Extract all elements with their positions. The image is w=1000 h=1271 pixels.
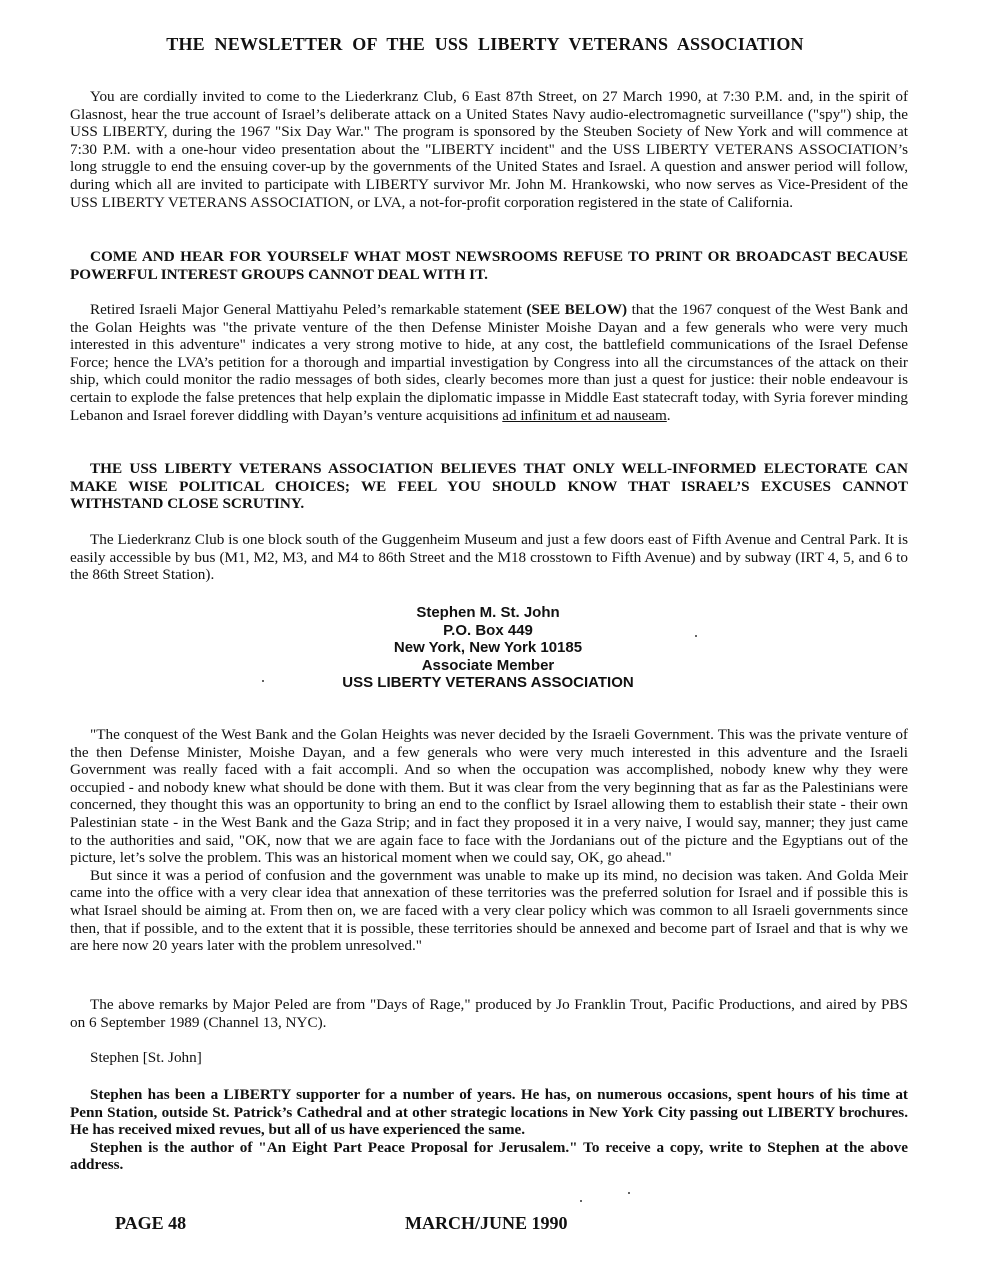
directions-paragraph [70, 531, 908, 584]
supporter-note-p2: Stephen is the author of "An Eight Part Peace Proposal for Jerusalem." To receive a copy, write to Stephen at the above address. [70, 1138, 908, 1174]
sign-off [70, 1049, 908, 1067]
source-text: The above remarks by Major Peled are from "Days of Rage," produced by Jo Franklin Trout, Pacific Productions, and aired by PBS on 6 September 1989 (Channel 13, NYC). [70, 996, 908, 1031]
signature-po-box: P.O. Box 449 [443, 621, 533, 639]
print-speck [262, 680, 264, 682]
see-below-emphasis: (SEE BELOW) [526, 301, 628, 318]
peled-quote [70, 726, 908, 955]
peled-statement-paragraph [70, 301, 908, 424]
page-number: PAGE 48 [115, 1213, 187, 1233]
peled-statement-text [70, 301, 908, 424]
peled-quote-p2: But since it was a period of confusion and the government was unable to make up its mind, no decision was taken. And Golda Meir came into the office with a very clear idea that annexation of these territories was the preferred solution for Israel and if possible this is what Israel should be aiming at. From then on, we are faced with a very clear policy which was common to all Israeli governments since then, that if possible, and to the extent that it is possible, these territories should be annexed and become part of Israel and that is why we are here now 20 years later with the problem unresolved." [70, 866, 908, 955]
callout-come-and-hear-text: COME AND HEAR FOR YOURSELF WHAT MOST NEWSROOMS REFUSE TO PRINT OR BROADCAST BECAUSE POWERFUL INTEREST GROUPS CANNOT DEAL WITH IT. [70, 248, 908, 283]
signature-name: Stephen M. St. John [416, 604, 560, 621]
signature-org: USS LIBERTY VETERANS ASSOCIATION [342, 674, 634, 692]
directions-text: The Liederkranz Club is one block south of the Guggenheim Museum and just a few doors east of Fifth Avenue and Central Park. It is easily accessible by bus (M1, M2, M3, and M4 to 86th Street and the M18 crosstown to Fifth Avenue) and by subway (IRT 4, 5, and 6 to the 86th Street Station). [70, 531, 908, 584]
source-paragraph [70, 996, 908, 1031]
peled-text-c: that the 1967 conquest of the West Bank and the Golan Heights was "the private venture of the then Defense Minister Moishe Dayan and a few generals who were very much interested in this adventure" indicates a very strong motive to hide, at any cost, the battlefield communications of the Israel Defense Force; hence the LVA’s petition for a thorough and impartial investigation by Congress into all the circumstances of the attack on their ship, which could monitor the radio messages of both sides, clearly becomes more than just a quest for justice: their noble endeavour is certain to explode the false pretences that help explain the diplomatic impasse in Middle East statecraft today, with Syria forever minding Lebanon and Israel forever diddling with Dayan’s venture acquisitions [70, 301, 908, 424]
supporter-note-p1: Stephen has been a LIBERTY supporter for a number of years. He has, on numerous occasions, spent hours of his time at Penn Station, outside St. Patrick’s Cathedral and at other strategic locations in New York City passing out LIBERTY brochures. He has received mixed revues, but all of us have experienced the same. [70, 1086, 908, 1139]
ad-infinitum-phrase: ad infinitum et ad nauseam [502, 406, 667, 424]
peled-text-end: . [666, 406, 671, 424]
supporter-note [70, 1086, 908, 1174]
invitation-text: You are cordially invited to come to the Liederkranz Club, 6 East 87th Street, on 27 March 1990, at 7:30 P.M. and, in the spirit of Glasnost, hear the true account of Israel’s deliberate attack on a United States Navy audio-electromagnetic surveillance ("spy") ship, the USS LIBERTY, during the 1967 "Six Day War." The program is sponsored by the Steuben Society of New York and will commence at 7:30 P.M. with a one-hour video presentation about the "LIBERTY incident" and the USS LIBERTY VETERANS ASSOCIATION’s long struggle to end the ensuing cover-up by the governments of the United States and Israel. A question and answer period will follow, during which all are invited to participate with LIBERTY survivor Mr. John M. Hrankowski, who now serves as Vice-President of the USS LIBERTY VETERANS ASSOCIATION, or LVA, a not-for-profit corporation registered in the state of California. [70, 88, 908, 211]
page-title: THE NEWSLETTER OF THE USS LIBERTY VETERANS ASSOCIATION [166, 34, 804, 54]
print-speck [628, 1192, 630, 1194]
callout-believes [70, 460, 908, 513]
callout-come-and-hear [70, 248, 908, 283]
peled-text-a: Retired Israeli Major General Mattiyahu Peled’s remarkable statement [90, 301, 527, 318]
signature-city: New York, New York 10185 [393, 639, 583, 657]
signature-block [0, 604, 976, 692]
sign-off-text: Stephen [St. John] [90, 1049, 202, 1066]
signature-role: Associate Member [421, 656, 555, 674]
issue-date: MARCH/JUNE 1990 [405, 1213, 568, 1233]
callout-believes-text: THE USS LIBERTY VETERANS ASSOCIATION BELIEVES THAT ONLY WELL-INFORMED ELECTORATE CAN MAKE WISE POLITICAL CHOICES; WE FEEL YOU SHOULD KNOW THAT ISRAEL’S EXCUSES CANNOT WITHSTAND CLOSE SCRUTINY. [70, 460, 908, 513]
peled-quote-p1: "The conquest of the West Bank and the Golan Heights was never decided by the Israeli Government. This was the private venture of the then Defense Minister, Moishe Dayan, and a few generals who were very much interested in this adventure and the Israeli Government was really faced with a fait accompli. And so when the occupation was accomplished, nobody knew why they were occupied - and nobody knew what should be done with them. But it was clear from the very beginning that as far as the Palestinians were concerned, they thought this was an opportunity to bring an end to the conflict by Israel allowing them to establish their state - their own Palestinian state - in the West Bank and the Gaza Strip; and in fact they proposed it in a very naive, I would say, manner; they just came to the authorities and said, "OK, now that we are again face to face with the Jordanians out of the picture and the Egyptians out of the picture, let’s solve the problem. This was an historical moment when we could say, OK, go ahead." [70, 726, 908, 867]
print-speck [695, 635, 697, 637]
print-speck [580, 1200, 582, 1202]
invitation-paragraph [70, 88, 908, 211]
